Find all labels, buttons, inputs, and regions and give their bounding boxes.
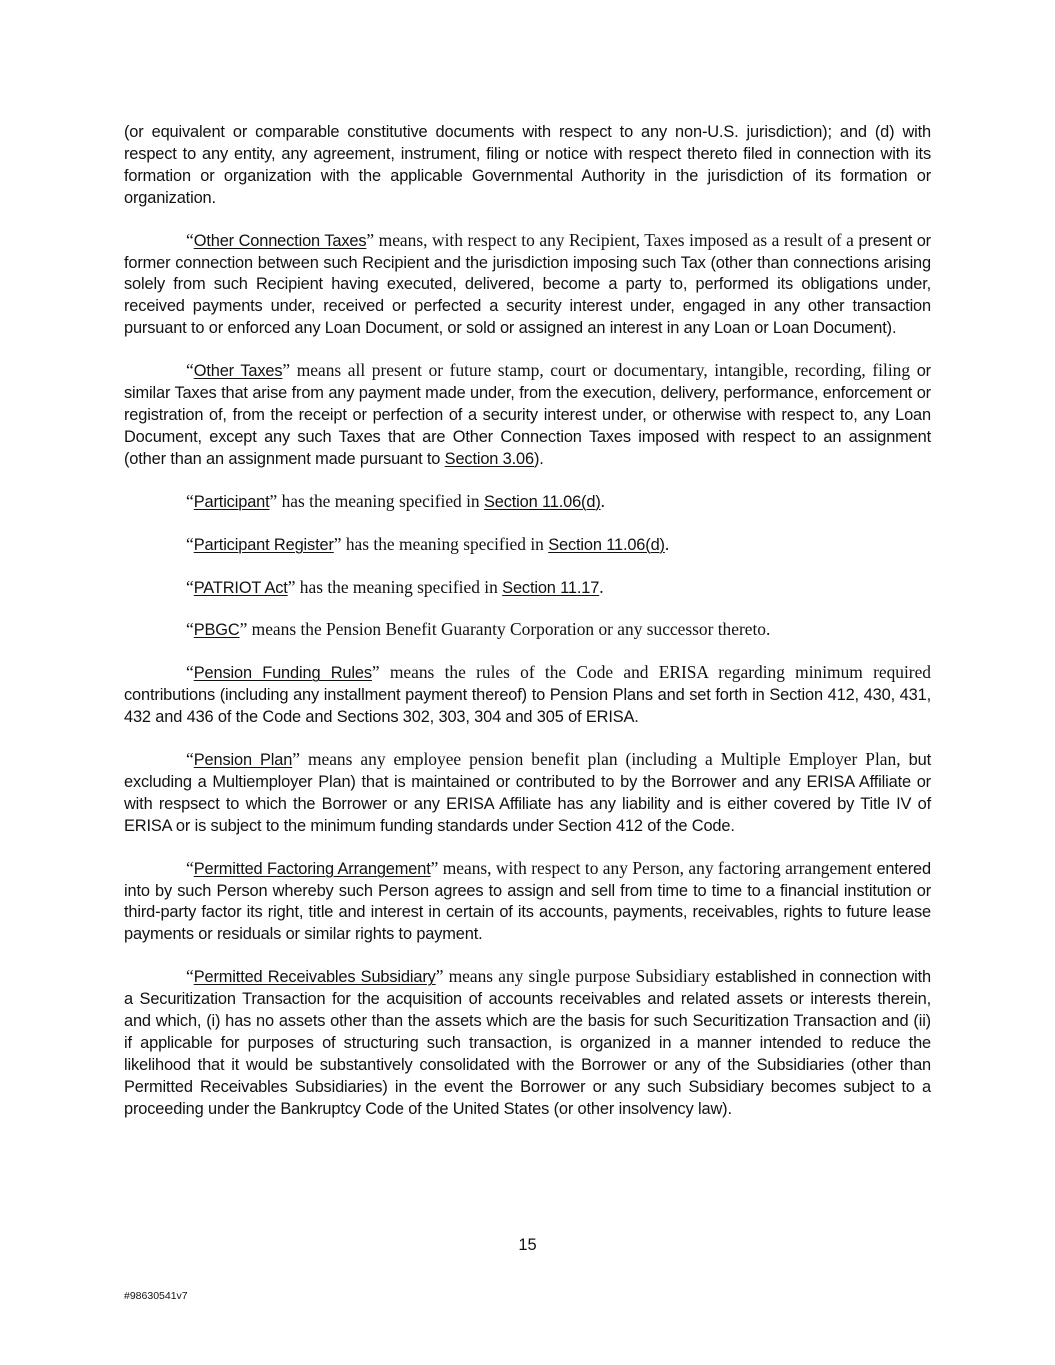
definition-body: established in connection with a Securitization Transaction for the acquisition of accounts receivables and related assets or interests therein, and which, (i) has no assets other than the assets which are the basis for such Securitization Transaction and (ii) if applicable for purposes of structuring such transaction, is organized in a manner intended to reduce the likelihood that it would be substantively consolidated with the Borrower or any of the Subsidiaries (other than Permitted Receivables Subsidiaries) in the event the Borrower or any such Subsidiary becomes subject to a proceeding under the Bankruptcy Code of the United States (or other insolvency law). — [124, 968, 931, 1118]
section-reference: Section 11.06(d) — [548, 535, 665, 554]
defined-term: Other Taxes — [193, 362, 283, 381]
definition-lead: means, with respect to any Recipient, Taxes imposed as a result of a — [374, 229, 854, 250]
definition-lead: means any single purpose Subsidiary — [443, 966, 710, 987]
defined-term: Pension Funding Rules — [193, 664, 372, 683]
defined-term: Participant — [193, 492, 270, 511]
definition-other-taxes: “Other Taxes” means all present or future stamp, court or documentary, intangible, recording, filing or similar Taxes that arise from any payment made under, from the execution, delivery, performance, enforcement or registration of, from the receipt or perfection of a security interest under, or otherwise with respect to, any Loan Document, except any such Taxes that are Other Connection Taxes imposed with respect to an assignment (other than an assignment made pursuant to Section 3.06). — [124, 360, 931, 468]
definition-body: but excluding a Multiemployer Plan) that is maintained or contributed to by the Borrower and any ERISA Affiliate or with respsect to which the Borrower or any ERISA Affiliate has any liability and is either covered by Title IV of ERISA or is subject to the minimum funding standards under Section 412 of the Code. — [124, 751, 931, 835]
definition-continuation — [124, 122, 931, 210]
section-reference: Section 11.17 — [502, 578, 600, 597]
definition-tail: . — [600, 490, 605, 511]
definition-body: or similar Taxes that arise from any payment made under, from the execution, delivery, performance, enforcement or registration of, from the receipt or perfection of a security interest under, or otherwise with respect to, any Loan Document, except any such Taxes that are Other Connection Taxes imposed with respect to an assignment (other than an assignment made pursuant to — [124, 362, 931, 468]
definition-lead: means the Pension Benefit Guaranty Corporation or any successor thereto. — [247, 619, 771, 640]
defined-term: PATRIOT Act — [193, 578, 288, 597]
definition-tail: ). — [533, 449, 544, 468]
defined-term: Participant Register — [193, 535, 334, 554]
definition-body: present or former connection between such Recipient and the jurisdiction imposing such Tax (other than connections arising solely from such Recipient having executed, delivered, become a party to, performed its obligations under, received payments under, received or perfected a security interest under, engaged in any other transaction pursuant to or enforced any Loan Document, or sold or assigned an interest in any Loan or Loan Document). — [124, 231, 931, 338]
definition-participant: “Participant” has the meaning specified in Section 11.06(d). — [186, 490, 605, 511]
definition-tail: . — [664, 533, 670, 554]
definition-other-connection-taxes: “Other Connection Taxes” means, with respect to any Recipient, Taxes imposed as a result of a present or former connection between such Recipient and the jurisdiction imposing such Tax (other than connections arising solely from such Recipient having executed, delivered, become a party to, performed its obligations under, received payments under, received or perfected a security interest under, engaged in any other transaction pursuant to or enforced any Loan Document, or sold or assigned an interest in any Loan or Loan Document). — [124, 229, 931, 338]
defined-term: Permitted Receivables Subsidiary — [193, 968, 436, 987]
definition-participant-register: “Participant Register” has the meaning specified in Section 11.06(d). — [186, 533, 670, 554]
definition-permitted-receivables-subsidiary: “Permitted Receivables Subsidiary” means any single purpose Subsidiary established in connection with a Securitization Transaction for the acquisition of accounts receivables and related assets or interests therein, and which, (i) has no assets other than the assets which are the basis for such Securitization Transaction and (ii) if applicable for purposes of structuring such transaction, is organized in a manner intended to reduce the likelihood that it would be substantively consolidated with the Borrower or any of the Subsidiaries (other than Permitted Receivables Subsidiaries) in the event the Borrower or any such Subsidiary becomes subject to a proceeding under the Bankruptcy Code of the United States (or other insolvency law). — [124, 966, 931, 1118]
defined-term: Other Connection Taxes — [193, 231, 367, 250]
defined-term: PBGC — [193, 621, 240, 640]
definition-body: entered into by such Person whereby such Person agrees to assign and sell from time to time to a financial institution or third-party factor its right, title and interest in certain of its accounts, payments, receivables, rights to future lease payments or residuals or similar rights to payment. — [124, 859, 931, 944]
definition-tail: . — [599, 576, 604, 597]
defined-term: Permitted Factoring Arrangement — [193, 859, 431, 878]
definition-body: contributions (including any installment payment thereof) to Pension Plans and set forth in Section 412, 430, 431, 432 and 436 of the Code and Sections 302, 303, 304 and 305 of ERISA. — [124, 686, 931, 727]
definition-lead: means, with respect to any Person, any factoring arrangement — [438, 857, 872, 878]
section-reference: Section 11.06(d) — [483, 492, 601, 511]
definition-pbgc: “PBGC” means the Pension Benefit Guaranty Corporation or any successor thereto. — [186, 619, 771, 640]
definition-pension-funding-rules: “Pension Funding Rules” means the rules of the Code and ERISA regarding minimum required contributions (including any installment payment thereof) to Pension Plans and set forth in Section 412, 430, 431, 432 and 436 of the Code and Sections 302, 303, 304 and 305 of ERISA. — [124, 662, 932, 727]
document-id: #98630541v7 — [124, 1290, 188, 1302]
page-number: 15 — [518, 1236, 537, 1254]
definition-patriot-act: “PATRIOT Act” has the meaning specified in Section 11.17. — [186, 576, 604, 597]
section-reference: Section 3.06 — [444, 449, 534, 468]
definition-lead: has the meaning specified in — [341, 533, 549, 554]
definition-lead: means the rules of the Code and ERISA regarding minimum required — [379, 662, 932, 683]
defined-term: Pension Plan — [193, 751, 293, 770]
definition-lead: means all present or future stamp, court or documentary, intangible, recording, filing — [290, 360, 911, 381]
definition-lead: has the meaning specified in — [277, 490, 484, 511]
document-body — [124, 122, 931, 1141]
definition-permitted-factoring-arrangement: “Permitted Factoring Arrangement” means, with respect to any Person, any factoring arrangement entered into by such Person whereby such Person agrees to assign and sell from time to time to a financial institution or third-party factor its right, title and interest in certain of its accounts, payments, receivables, rights to future lease payments or residuals or similar rights to payment. — [124, 857, 931, 944]
paragraph-text: (or equivalent or comparable constitutive documents with respect to any non-U.S. jurisdiction); and (d) with respect to any entity, any agreement, instrument, filing or notice with respect thereto filed in connection with its formation or organization with the applicable Governmental Authority in the jurisdiction of its formation or organization. — [124, 123, 931, 207]
definition-lead: has the meaning specified in — [295, 576, 503, 597]
definition-lead: means any employee pension benefit plan (including a Multiple Employer Plan, — [299, 749, 901, 770]
definition-pension-plan: “Pension Plan” means any employee pension benefit plan (including a Multiple Employer Plan, but excluding a Multiemployer Plan) that is maintained or contributed to by the Borrower and any ERISA Affiliate or with respsect to which the Borrower or any ERISA Affiliate has any liability and is either covered by Title IV of ERISA or is subject to the minimum funding standards under Section 412 of the Code. — [124, 749, 931, 835]
